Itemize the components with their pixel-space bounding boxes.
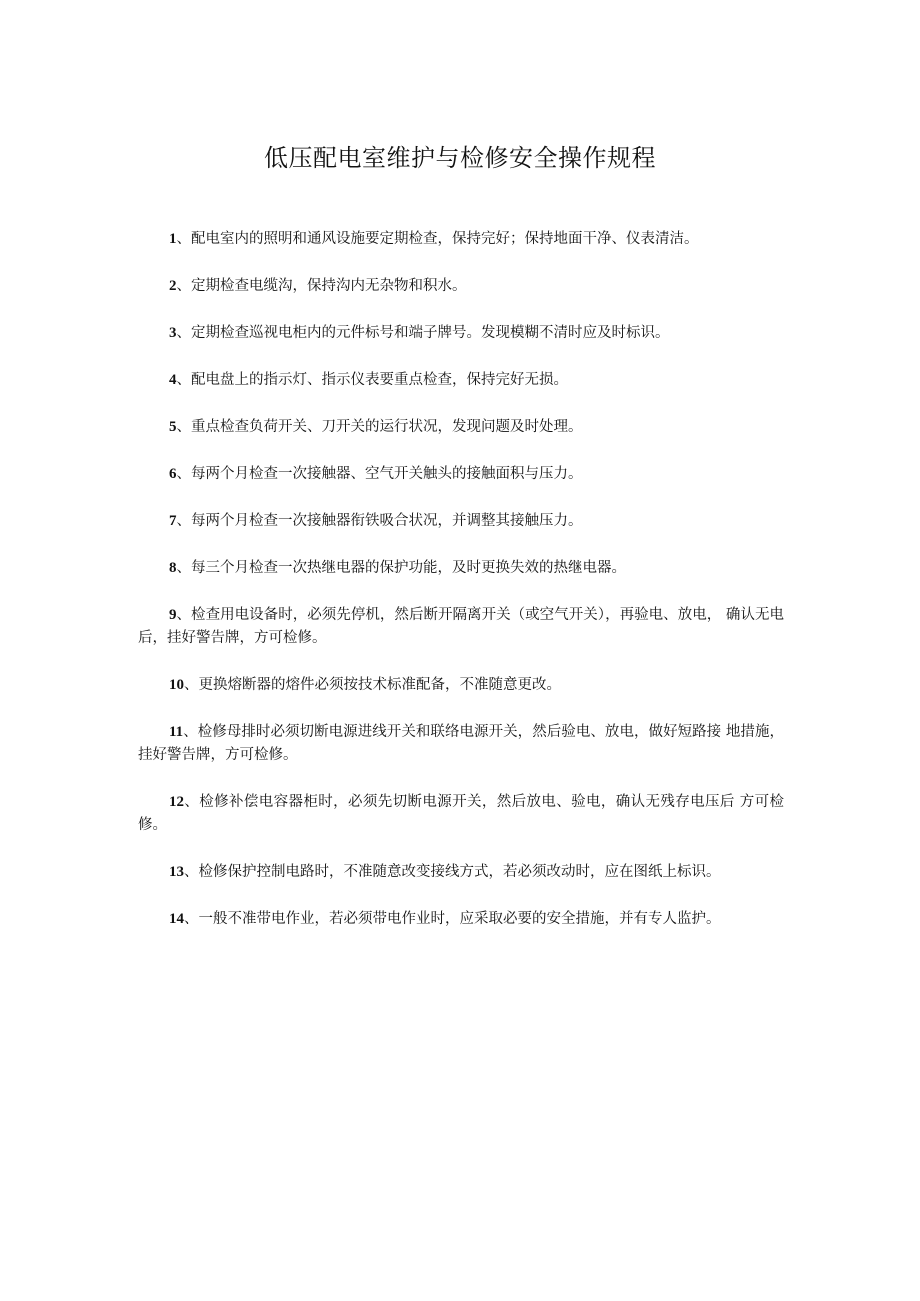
rule-number: 2	[169, 278, 177, 294]
rule-text: 、配电盘上的指示灯、指示仪表要重点检查，保持完好无损。	[176, 372, 568, 388]
rule-item-13	[138, 861, 784, 884]
rule-number: 10	[169, 677, 184, 693]
rule-number: 13	[169, 864, 184, 880]
rule-item-6	[138, 463, 784, 486]
rule-item-11	[138, 721, 784, 767]
rule-item-14	[138, 908, 784, 931]
rule-text: 、每两个月检查一次接触器、空气开关触头的接触面积与压力。	[176, 466, 583, 482]
rule-number: 7	[169, 513, 177, 529]
rule-item-12	[138, 791, 784, 837]
rule-item-1	[138, 228, 784, 251]
rule-text: 、一般不准带电作业，若必须带电作业时，应采取必要的安全措施，并有专人监护。	[184, 911, 721, 927]
rule-number: 1	[169, 231, 177, 247]
rule-number: 12	[169, 794, 184, 810]
rule-text: 、检修保护控制电路时，不准随意改变接线方式，若必须改动时，应在图纸上标识。	[184, 864, 721, 880]
rule-text: 、更换熔断器的熔件必须按技术标准配备，不准随意更改。	[184, 677, 561, 693]
rule-number: 4	[169, 372, 177, 388]
document-title: 低压配电室维护与检修安全操作规程	[264, 144, 656, 172]
rule-text: 、检查用电设备时，必须先停机，然后断开隔离开关（或空气开关），再验电、放电， 确认无电后，挂好警告牌，方可检修。	[138, 607, 784, 646]
rule-text: 、每两个月检查一次接触器衔铁吸合状况，并调整其接触压力。	[176, 513, 583, 529]
rule-number: 11	[169, 724, 184, 740]
rule-number: 9	[169, 607, 177, 623]
rule-item-9	[138, 604, 784, 650]
rule-item-2	[138, 275, 784, 298]
rule-number: 3	[169, 325, 177, 341]
rule-number: 6	[169, 466, 177, 482]
rule-item-10	[138, 674, 784, 697]
rule-number: 8	[169, 560, 177, 576]
rule-item-8	[138, 557, 784, 580]
rule-item-5	[138, 416, 784, 439]
rule-text: 、定期检查电缆沟，保持沟内无杂物和积水。	[176, 278, 467, 294]
rule-item-7	[138, 510, 784, 533]
rule-number: 14	[169, 911, 184, 927]
rule-item-3	[138, 322, 784, 345]
rule-text: 、检修补偿电容器柜时，必须先切断电源开关，然后放电、验电，确认无残存电压后 方可检修。	[138, 794, 784, 833]
rule-text: 、每三个月检查一次热继电器的保护功能，及时更换失效的热继电器。	[176, 560, 626, 576]
rule-text: 、检修母排时必须切断电源进线开关和联络电源开关，然后验电、放电，做好短路接 地措施，挂好警告牌，方可检修。	[138, 724, 784, 763]
rule-text: 、配电室内的照明和通风设施要定期检查，保持完好；保持地面干净、仪表清洁。	[176, 231, 699, 247]
rule-text: 、重点检查负荷开关、刀开关的运行状况，发现问题及时处理。	[176, 419, 583, 435]
rule-item-4	[138, 369, 784, 392]
rule-text: 、定期检查巡视电柜内的元件标号和端子牌号。发现模糊不清时应及时标识。	[176, 325, 670, 341]
rule-number: 5	[169, 419, 177, 435]
rules-list	[138, 228, 784, 955]
